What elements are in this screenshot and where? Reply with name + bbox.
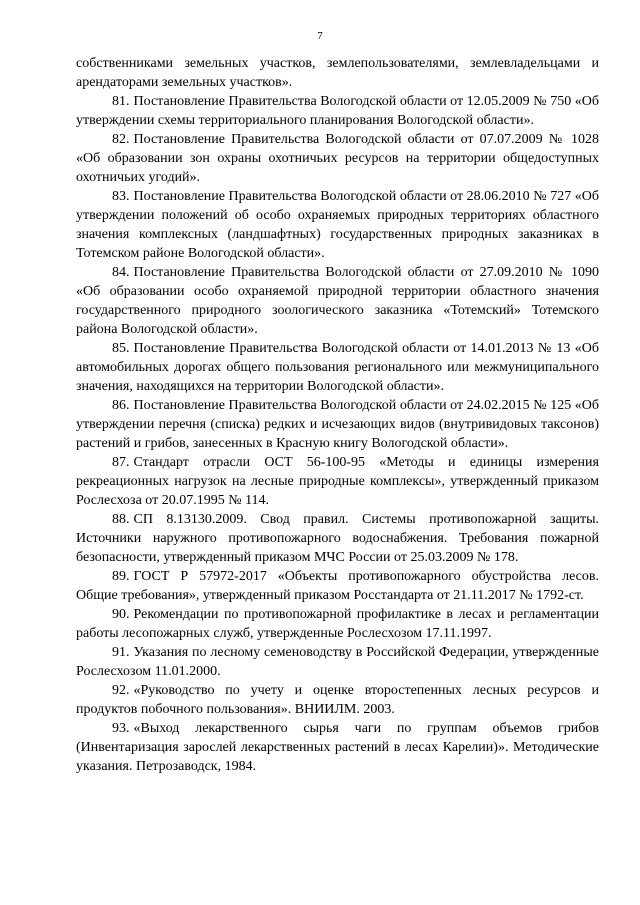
reference-number: 84. bbox=[112, 265, 130, 280]
reference-text: Постановление Правительства Вологодской области от 27.09.2010 № 1090 «Об образовании особо охраняемой природной территории областного значения государственного природного зоологического заказника «Тотемский» Тотемского района Вологодской области». bbox=[76, 265, 599, 337]
reference-item bbox=[76, 719, 599, 776]
reference-item bbox=[76, 510, 599, 567]
reference-number: 87. bbox=[112, 455, 130, 470]
reference-text: Постановление Правительства Вологодской области от 24.02.2015 № 125 «Об утверждении перечня (списка) редких и исчезающих видов (внутривидовых таксонов) растений и грибов, занесенных в Красную книгу Вологодской области». bbox=[76, 398, 599, 451]
reference-number: 81. bbox=[112, 94, 130, 109]
reference-item bbox=[76, 567, 599, 605]
reference-text: «Руководство по учету и оценке второстепенных лесных ресурсов и продуктов побочного пользования». ВНИИЛМ. 2003. bbox=[76, 683, 599, 717]
reference-number: 82. bbox=[112, 132, 130, 147]
reference-number: 88. bbox=[112, 512, 130, 527]
reference-text: Постановление Правительства Вологодской области от 12.05.2009 № 750 «Об утверждении схемы территориального планирования Вологодской области». bbox=[76, 94, 599, 128]
reference-text: Рекомендации по противопожарной профилактике в лесах и регламентации работы лесопожарных служб, утвержденные Рослесхозом 17.11.1997. bbox=[76, 607, 599, 641]
reference-text: СП 8.13130.2009. Свод правил. Системы противопожарной защиты. Источники наружного противопожарного водоснабжения. Требования пожарной безопасности, утвержденный приказом МЧС России от 25.03.2009 № 178. bbox=[76, 512, 599, 565]
continuation-paragraph: собственниками земельных участков, землепользователями, землевладельцами и арендаторами земельных участков». bbox=[76, 56, 599, 90]
reference-text: Постановление Правительства Вологодской области от 14.01.2013 № 13 «Об автомобильных дорогах общего пользования регионального или межмуниципального значения, находящихся на территории Вологодской области». bbox=[76, 341, 599, 394]
document-body bbox=[76, 54, 599, 776]
reference-number: 83. bbox=[112, 189, 130, 204]
reference-text: «Выход лекарственного сырья чаги по группам объемов грибов (Инвентаризация зарослей лекарственных растений в лесах Карелии)». Методические указания. Петрозаводск, 1984. bbox=[76, 721, 599, 774]
reference-number: 86. bbox=[112, 398, 130, 413]
reference-number: 90. bbox=[112, 607, 130, 622]
reference-item bbox=[76, 339, 599, 396]
reference-item bbox=[76, 396, 599, 453]
reference-list bbox=[76, 92, 599, 776]
reference-text: Стандарт отрасли ОСТ 56-100-95 «Методы и единицы измерения рекреационных нагрузок на лесные природные комплексы», утвержденный приказом Рослесхоза от 20.07.1995 № 114. bbox=[76, 455, 599, 508]
reference-text: Постановление Правительства Вологодской области от 28.06.2010 № 727 «Об утверждении положений об особо охраняемых природных территориях областного значения комплексных (ландшафтных) государственных природных заказниках в Тотемском районе Вологодской области». bbox=[76, 189, 599, 261]
reference-number: 91. bbox=[112, 645, 130, 660]
page-number: 7 bbox=[317, 30, 323, 42]
reference-number: 92. bbox=[112, 683, 130, 698]
reference-item bbox=[76, 130, 599, 187]
reference-text: Постановление Правительства Вологодской области от 07.07.2009 № 1028 «Об образовании зон охраны охотничьих ресурсов на территории общедоступных охотничьих угодий». bbox=[76, 132, 599, 185]
reference-item bbox=[76, 643, 599, 681]
reference-number: 85. bbox=[112, 341, 130, 356]
reference-item bbox=[76, 453, 599, 510]
reference-item bbox=[76, 605, 599, 643]
reference-text: ГОСТ Р 57972-2017 «Объекты противопожарного обустройства лесов. Общие требования», утвержденный приказом Росстандарта от 21.11.2017 № 1792-ст. bbox=[76, 569, 599, 603]
reference-item bbox=[76, 187, 599, 263]
reference-item bbox=[76, 681, 599, 719]
reference-item bbox=[76, 92, 599, 130]
reference-text: Указания по лесному семеноводству в Российской Федерации, утвержденные Рослесхозом 11.01.2000. bbox=[76, 645, 599, 679]
reference-number: 93. bbox=[112, 721, 130, 736]
reference-number: 89. bbox=[112, 569, 130, 584]
reference-item bbox=[76, 263, 599, 339]
